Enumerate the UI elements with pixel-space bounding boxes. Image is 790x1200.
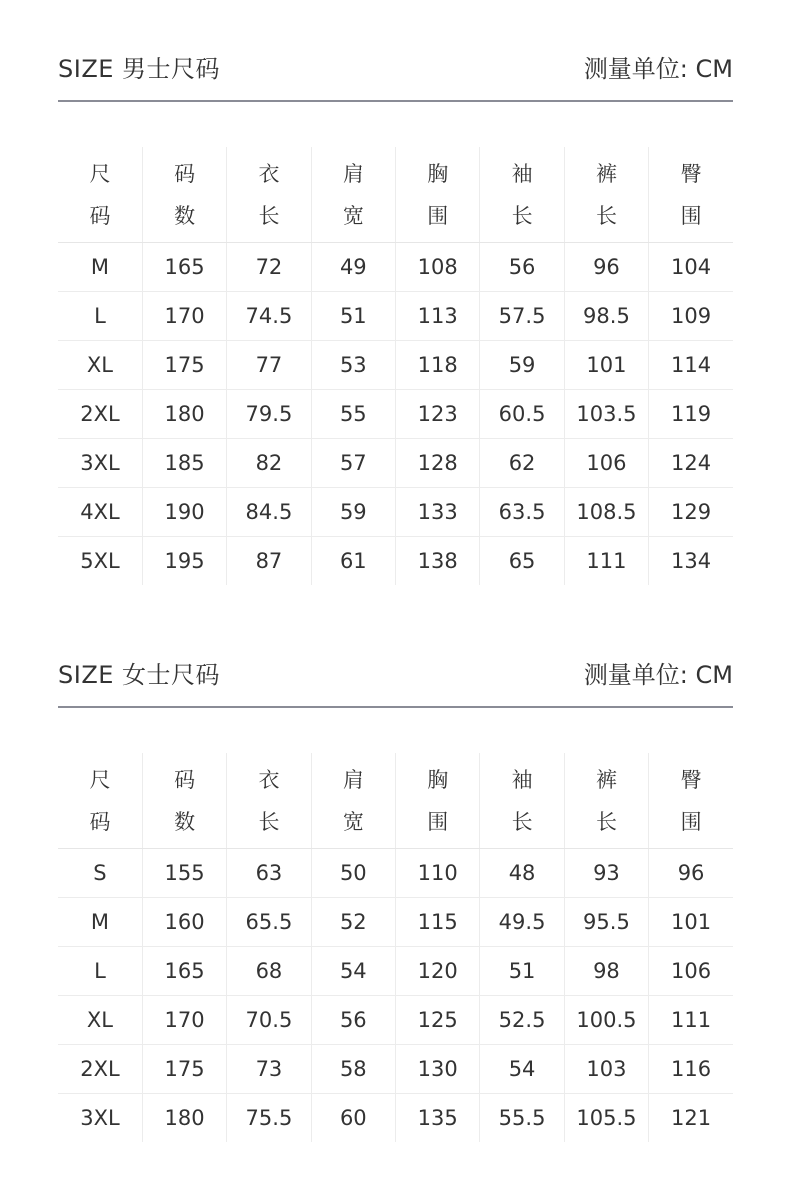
measurement-cell: 70.5 xyxy=(227,996,311,1045)
measurement-cell: 165 xyxy=(142,243,226,292)
table-row xyxy=(58,1045,733,1094)
column-header-char: 宽 xyxy=(342,203,364,228)
measurement-cell: 130 xyxy=(396,1045,480,1094)
measurement-cell: 165 xyxy=(142,947,226,996)
measurement-cell: 59 xyxy=(311,488,395,537)
column-header xyxy=(58,753,142,849)
women-section-header xyxy=(58,646,733,708)
column-header-char: 尺 xyxy=(89,161,111,186)
measurement-cell: 56 xyxy=(311,996,395,1045)
men-size-section xyxy=(58,40,733,573)
column-header-char: 胸 xyxy=(427,161,449,186)
column-header-char: 数 xyxy=(174,809,196,834)
measurement-cell: 124 xyxy=(649,439,733,488)
table-row xyxy=(58,947,733,996)
column-header xyxy=(227,753,311,849)
measurement-cell: 82 xyxy=(227,439,311,488)
column-header xyxy=(480,147,564,243)
size-label-cell: M xyxy=(58,243,142,292)
column-header xyxy=(649,147,733,243)
measurement-cell: 160 xyxy=(142,898,226,947)
size-label-cell: L xyxy=(58,292,142,341)
measurement-cell: 123 xyxy=(396,390,480,439)
table-row xyxy=(58,439,733,488)
measurement-cell: 111 xyxy=(564,537,648,586)
column-header-char: 码 xyxy=(89,809,111,834)
column-header-char: 码 xyxy=(174,767,196,792)
table-row xyxy=(58,243,733,292)
measurement-cell: 190 xyxy=(142,488,226,537)
measurement-cell: 104 xyxy=(649,243,733,292)
column-header-char: 围 xyxy=(427,809,449,834)
measurement-cell: 101 xyxy=(649,898,733,947)
measurement-cell: 54 xyxy=(311,947,395,996)
column-header-char: 长 xyxy=(511,203,533,228)
table-row xyxy=(58,488,733,537)
column-header-char: 长 xyxy=(595,809,617,834)
measurement-cell: 118 xyxy=(396,341,480,390)
measurement-cell: 101 xyxy=(564,341,648,390)
column-header-char: 臀 xyxy=(680,767,702,792)
men-size-table xyxy=(58,147,733,585)
size-label-cell: XL xyxy=(58,341,142,390)
measurement-cell: 53 xyxy=(311,341,395,390)
table-row xyxy=(58,537,733,586)
measurement-cell: 106 xyxy=(564,439,648,488)
measurement-cell: 185 xyxy=(142,439,226,488)
table-row xyxy=(58,849,733,898)
measurement-cell: 55.5 xyxy=(480,1094,564,1143)
women-size-table xyxy=(58,753,733,1142)
measurement-cell: 68 xyxy=(227,947,311,996)
measurement-cell: 106 xyxy=(649,947,733,996)
column-header-char: 衣 xyxy=(258,767,280,792)
table-row xyxy=(58,390,733,439)
measurement-cell: 60 xyxy=(311,1094,395,1143)
column-header xyxy=(480,753,564,849)
measurement-cell: 56 xyxy=(480,243,564,292)
measurement-cell: 134 xyxy=(649,537,733,586)
column-header-char: 宽 xyxy=(342,809,364,834)
measurement-cell: 111 xyxy=(649,996,733,1045)
measurement-cell: 74.5 xyxy=(227,292,311,341)
measurement-cell: 100.5 xyxy=(564,996,648,1045)
table-row xyxy=(58,1094,733,1143)
column-header-char: 长 xyxy=(258,203,280,228)
measurement-cell: 60.5 xyxy=(480,390,564,439)
measurement-cell: 51 xyxy=(311,292,395,341)
column-header-char: 袖 xyxy=(511,161,533,186)
measurement-cell: 115 xyxy=(396,898,480,947)
measurement-cell: 119 xyxy=(649,390,733,439)
measurement-cell: 120 xyxy=(396,947,480,996)
measurement-cell: 72 xyxy=(227,243,311,292)
measurement-cell: 138 xyxy=(396,537,480,586)
measurement-cell: 58 xyxy=(311,1045,395,1094)
column-header xyxy=(311,147,395,243)
measurement-cell: 49.5 xyxy=(480,898,564,947)
column-header-char: 胸 xyxy=(427,767,449,792)
column-header xyxy=(396,147,480,243)
measurement-cell: 59 xyxy=(480,341,564,390)
column-header-char: 数 xyxy=(174,203,196,228)
size-label-cell: 2XL xyxy=(58,1045,142,1094)
measurement-cell: 108.5 xyxy=(564,488,648,537)
measurement-cell: 110 xyxy=(396,849,480,898)
column-header-char: 码 xyxy=(89,203,111,228)
measurement-cell: 175 xyxy=(142,1045,226,1094)
column-header-char: 围 xyxy=(427,203,449,228)
measurement-cell: 62 xyxy=(480,439,564,488)
measurement-cell: 195 xyxy=(142,537,226,586)
measurement-cell: 113 xyxy=(396,292,480,341)
measurement-cell: 114 xyxy=(649,341,733,390)
measurement-cell: 52.5 xyxy=(480,996,564,1045)
women-size-section xyxy=(58,646,733,1130)
measurement-cell: 121 xyxy=(649,1094,733,1143)
measurement-cell: 129 xyxy=(649,488,733,537)
column-header xyxy=(142,147,226,243)
measurement-cell: 105.5 xyxy=(564,1094,648,1143)
size-label-cell: 3XL xyxy=(80,1106,120,1130)
column-header-char: 尺 xyxy=(89,767,111,792)
men-table-body xyxy=(58,243,733,586)
size-label-cell: 4XL xyxy=(58,488,142,537)
women-table-header-row xyxy=(58,753,733,849)
men-table-header-row xyxy=(58,147,733,243)
table-row xyxy=(58,898,733,947)
measurement-cell: 180 xyxy=(142,390,226,439)
measurement-cell: 61 xyxy=(311,537,395,586)
measurement-cell: 180 xyxy=(142,1094,226,1143)
table-row xyxy=(58,292,733,341)
measurement-cell: 108 xyxy=(396,243,480,292)
size-label-cell: 5XL xyxy=(80,549,120,573)
column-header-char: 长 xyxy=(595,203,617,228)
column-header-char: 围 xyxy=(680,809,702,834)
measurement-cell: 65 xyxy=(480,537,564,586)
measurement-cell: 103 xyxy=(564,1045,648,1094)
column-header-char: 长 xyxy=(258,809,280,834)
measurement-cell: 57.5 xyxy=(480,292,564,341)
measurement-cell: 96 xyxy=(564,243,648,292)
column-header xyxy=(396,753,480,849)
size-label-cell: 3XL xyxy=(58,439,142,488)
size-label-cell: 2XL xyxy=(58,390,142,439)
column-header xyxy=(227,147,311,243)
measurement-cell: 57 xyxy=(311,439,395,488)
column-header-char: 裤 xyxy=(595,161,617,186)
column-header-char: 袖 xyxy=(511,767,533,792)
column-header-char: 肩 xyxy=(342,767,364,792)
measurement-cell: 55 xyxy=(311,390,395,439)
column-header xyxy=(142,753,226,849)
measurement-cell: 98 xyxy=(564,947,648,996)
size-label-cell: S xyxy=(58,849,142,898)
measurement-cell: 170 xyxy=(142,292,226,341)
women-measurement-unit: 测量单位: CM xyxy=(583,661,733,689)
measurement-cell: 48 xyxy=(480,849,564,898)
measurement-cell: 128 xyxy=(396,439,480,488)
table-row xyxy=(58,341,733,390)
column-header-char: 肩 xyxy=(342,161,364,186)
measurement-cell: 63.5 xyxy=(480,488,564,537)
measurement-cell: 84.5 xyxy=(227,488,311,537)
measurement-cell: 135 xyxy=(396,1094,480,1143)
measurement-cell: 77 xyxy=(227,341,311,390)
column-header xyxy=(649,753,733,849)
women-section-title: SIZE 女士尺码 xyxy=(58,661,221,689)
measurement-cell: 96 xyxy=(649,849,733,898)
measurement-cell: 125 xyxy=(396,996,480,1045)
men-section-title: SIZE 男士尺码 xyxy=(58,55,221,83)
column-header xyxy=(564,753,648,849)
size-label-cell: M xyxy=(58,898,142,947)
measurement-cell: 75.5 xyxy=(227,1094,311,1143)
measurement-cell: 98.5 xyxy=(564,292,648,341)
column-header xyxy=(311,753,395,849)
measurement-cell: 54 xyxy=(480,1045,564,1094)
measurement-cell: 79.5 xyxy=(227,390,311,439)
measurement-cell: 63 xyxy=(227,849,311,898)
measurement-cell: 51 xyxy=(480,947,564,996)
measurement-cell: 65.5 xyxy=(227,898,311,947)
measurement-cell: 52 xyxy=(311,898,395,947)
size-label-cell: XL xyxy=(58,996,142,1045)
measurement-cell: 133 xyxy=(396,488,480,537)
measurement-cell: 116 xyxy=(649,1045,733,1094)
measurement-cell: 109 xyxy=(649,292,733,341)
measurement-cell: 49 xyxy=(311,243,395,292)
column-header-char: 码 xyxy=(174,161,196,186)
column-header-char: 长 xyxy=(511,809,533,834)
measurement-cell: 175 xyxy=(142,341,226,390)
table-row xyxy=(58,996,733,1045)
measurement-cell: 155 xyxy=(142,849,226,898)
column-header xyxy=(58,147,142,243)
column-header-char: 围 xyxy=(680,203,702,228)
measurement-cell: 87 xyxy=(227,537,311,586)
column-header-char: 裤 xyxy=(595,767,617,792)
measurement-cell: 73 xyxy=(227,1045,311,1094)
measurement-cell: 103.5 xyxy=(564,390,648,439)
men-section-header xyxy=(58,40,733,102)
column-header xyxy=(564,147,648,243)
measurement-cell: 50 xyxy=(311,849,395,898)
column-header-char: 衣 xyxy=(258,161,280,186)
measurement-cell: 93 xyxy=(564,849,648,898)
size-label-cell: L xyxy=(58,947,142,996)
men-measurement-unit: 测量单位: CM xyxy=(583,55,733,83)
measurement-cell: 95.5 xyxy=(564,898,648,947)
measurement-cell: 170 xyxy=(142,996,226,1045)
women-table-body xyxy=(58,849,733,1143)
column-header-char: 臀 xyxy=(680,161,702,186)
